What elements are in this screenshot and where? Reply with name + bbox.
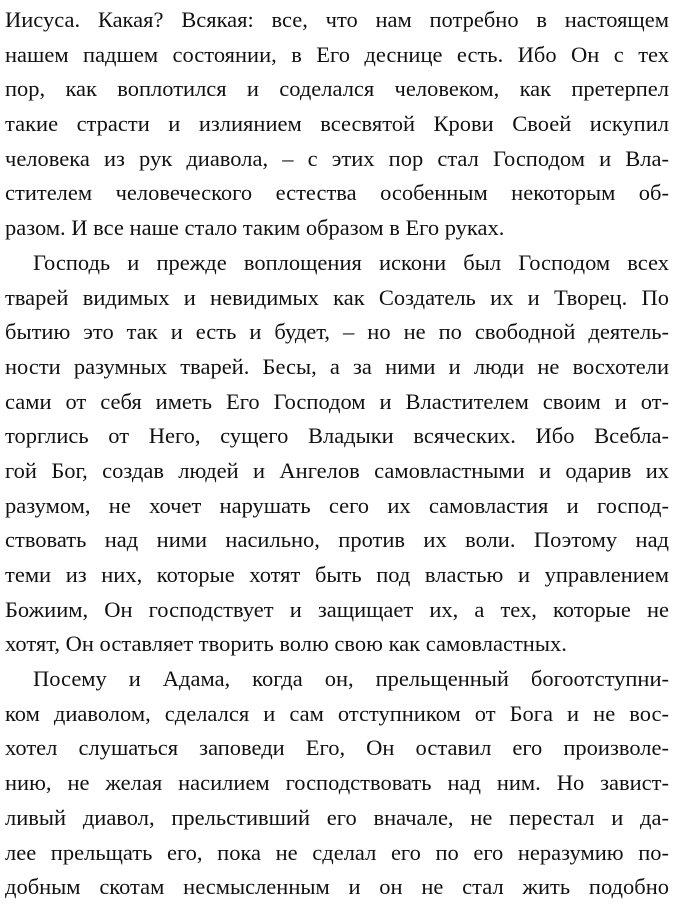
text-line: теми из них, которые хотят быть под властью и управлением — [5, 562, 669, 587]
paragraph-first-line: Посему и Адама, когда он, прельщенный богоотступни- — [33, 666, 669, 692]
document-page — [5, 3, 669, 905]
text-line: пор, как воплотился и соделался человеком, как претерпел — [5, 76, 669, 102]
text-line: нию, не желая насилием господствовать над ним. Но завист- — [5, 770, 669, 796]
text-line: разумом, не хочет нарушать сего их самовластия и господ- — [5, 492, 669, 518]
text-line: гой Бог, создав людей и Ангелов самовластными и одарив их — [5, 457, 669, 483]
text-line: ности разумных тварей. Бесы, а за ними и люди не восхотели — [5, 353, 669, 379]
text-line: лее прельщать его, пока не сделал его по его неразумию по- — [5, 839, 669, 865]
text-line: тварей видимых и невидимых как Создатель их и Творец. По — [5, 284, 669, 310]
text-line: ливый диавол, прельстивший его вначале, не перестал и да- — [5, 804, 669, 830]
paragraph-last-line: хотят, Он оставляет творить волю свою как самовластных. — [5, 631, 567, 657]
text-line: такие страсти и излиянием всесвятой Крови Своей искупил — [5, 111, 669, 137]
text-line: ствовать над ними насильно, против их воли. Поэтому над — [5, 527, 669, 553]
text-line: стителем человеческого естества особенным некоторым об- — [5, 180, 669, 206]
text-line: добным скотам несмысленным и он не стал жить подобно — [5, 874, 669, 900]
text-line: бытию это так и есть и будет, – но не по свободной деятель- — [5, 319, 669, 345]
text-line: Иисуса. Какая? Всякая: все, что нам потребно в настоящем — [5, 7, 669, 32]
text-line: ком диаволом, сделался и сам отступником от Бога и не вос- — [5, 700, 669, 726]
text-line: нашем падшем состоянии, в Его деснице есть. Ибо Он с тех — [5, 41, 669, 67]
text-line: человека из рук диавола, – с этих пор стал Господом и Вла- — [5, 145, 669, 171]
text-line: хотел слушаться заповеди Его, Он оставил его произволе- — [5, 735, 669, 761]
text-line: сами от себя иметь Его Господом и Властителем своим и от- — [5, 388, 669, 414]
text-line: торглись от Него, сущего Владыки всяческих. Ибо Всебла- — [5, 423, 669, 449]
text-line: Божиим, Он господствует и защищает их, а тех, которые не — [5, 596, 669, 622]
paragraph-last-line: разом. И все наше стало таким образом в Его руках. — [5, 215, 505, 241]
paragraph-first-line: Господь и прежде воплощения искони был Господом всех — [33, 249, 669, 275]
